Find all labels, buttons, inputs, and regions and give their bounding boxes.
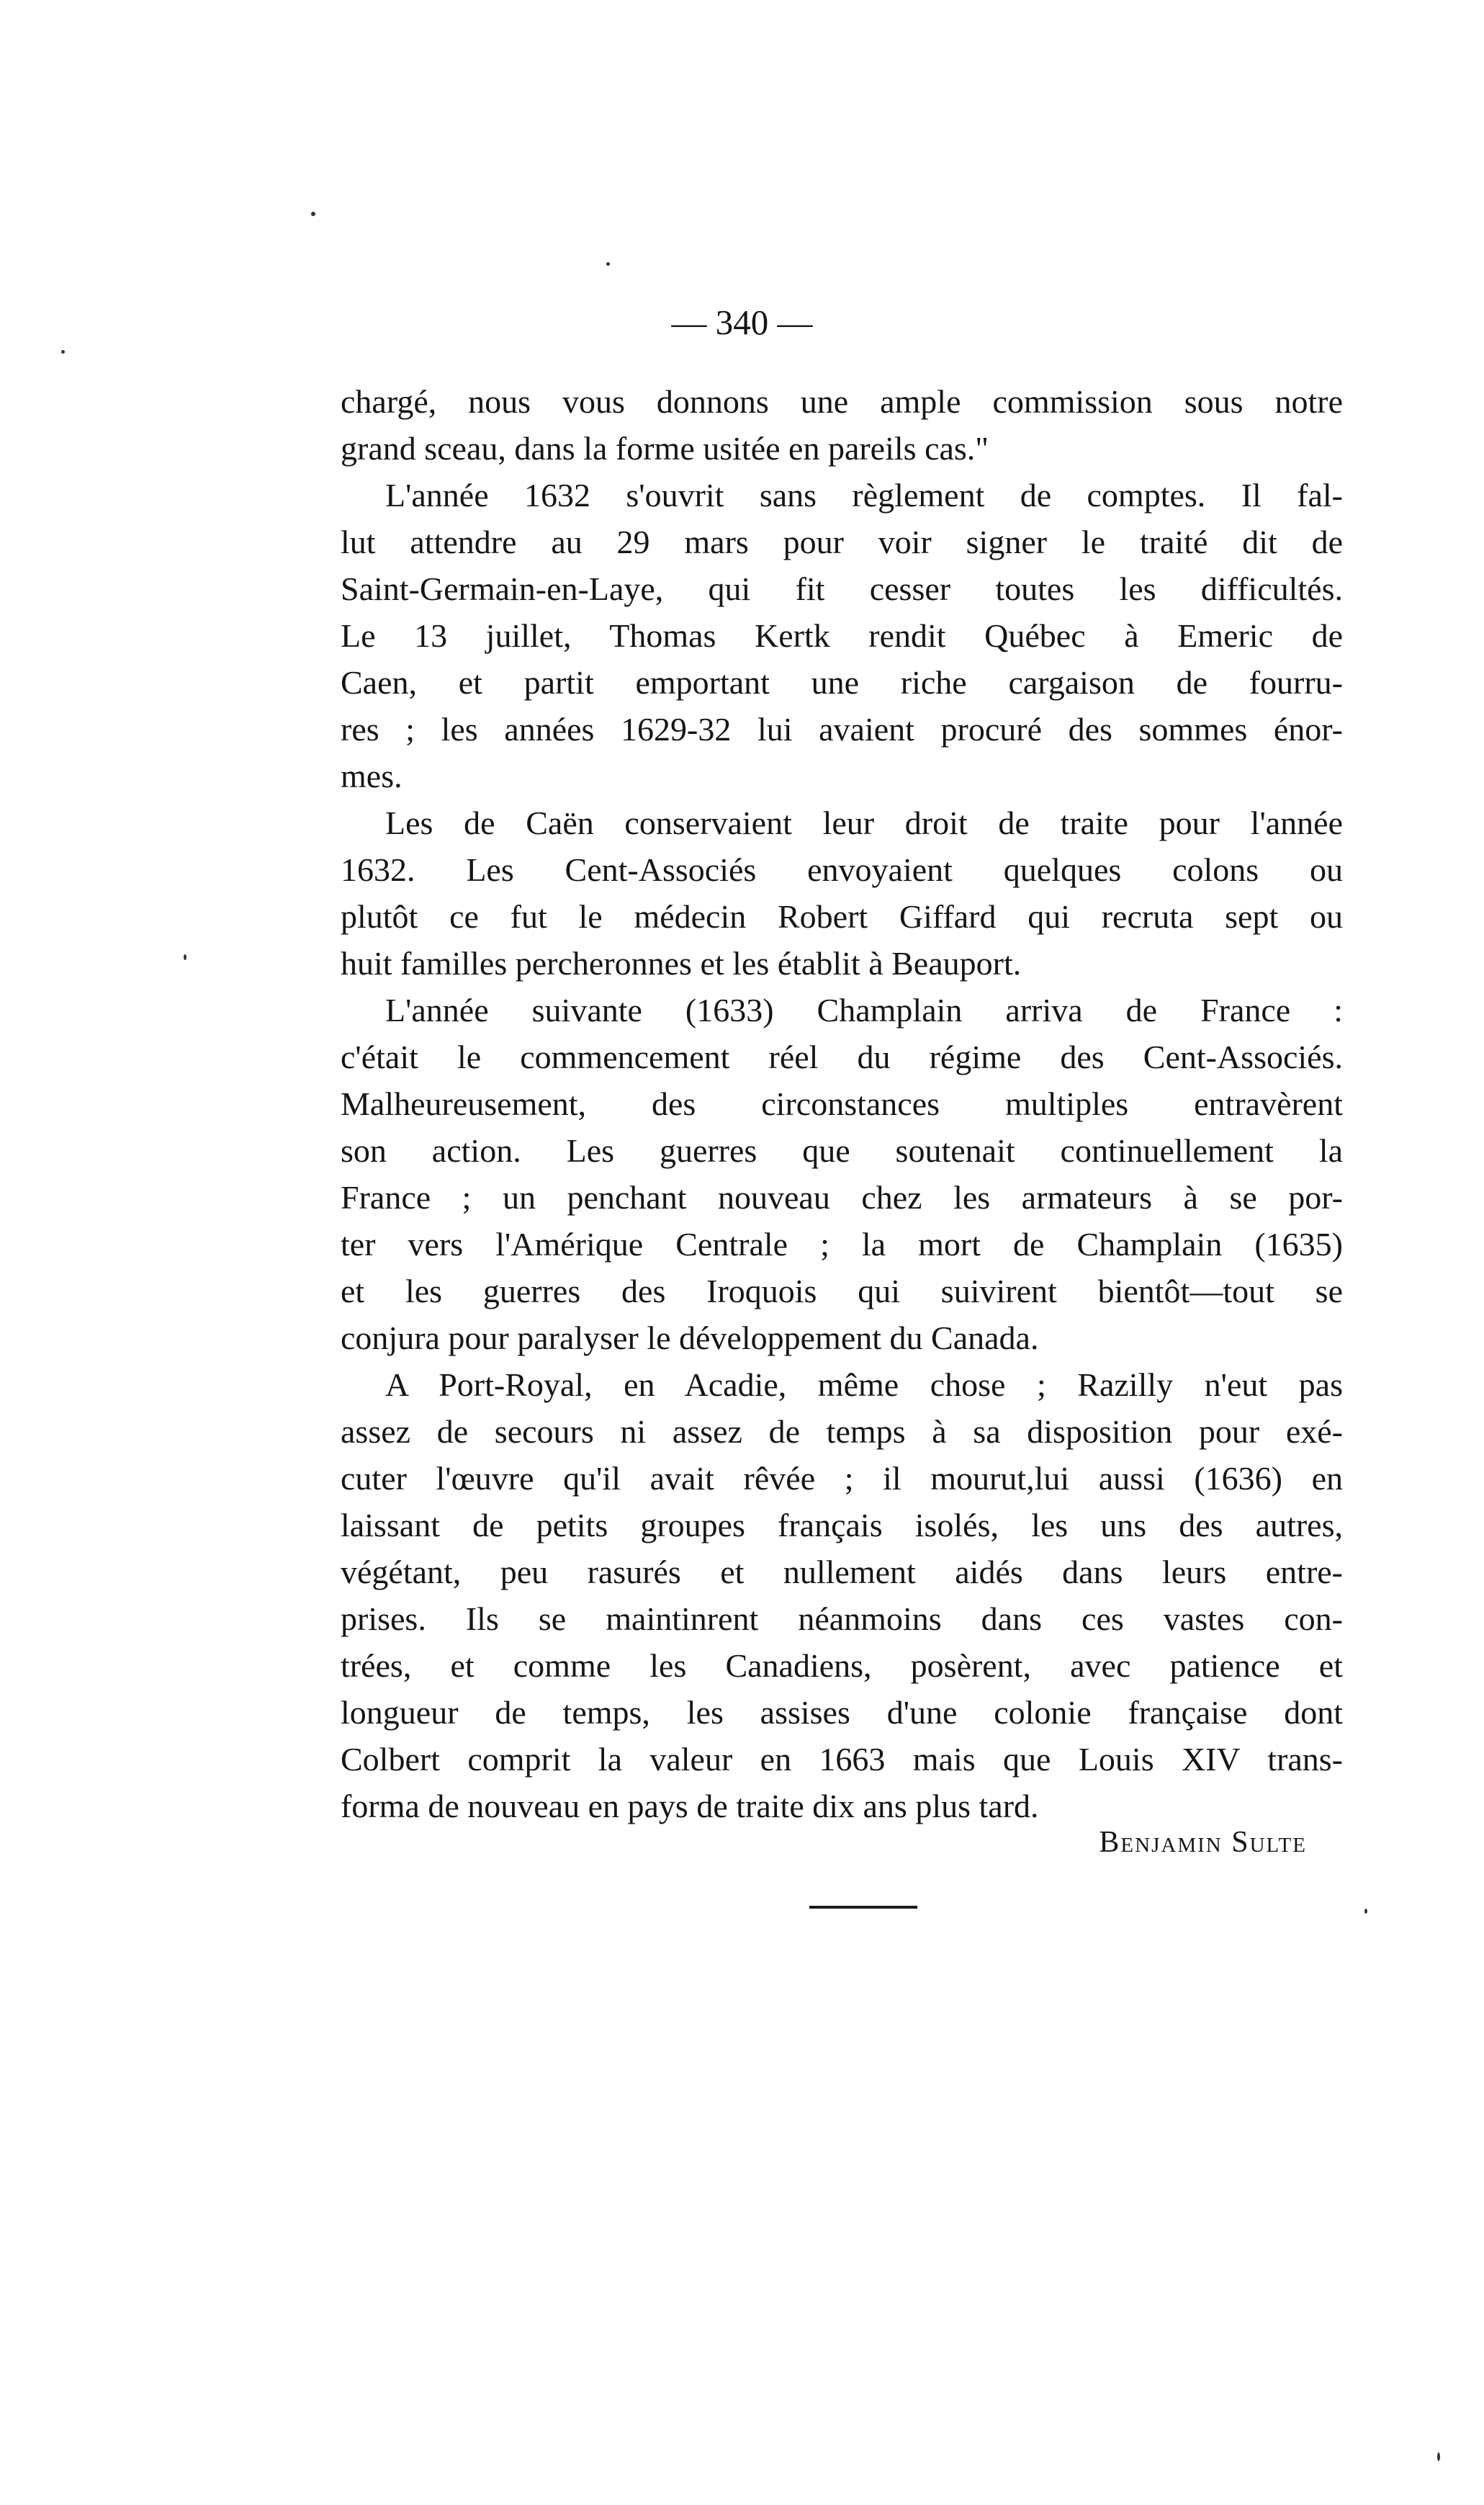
text-line: Caen, et partit emportant une riche cargaison de fourru-: [341, 664, 1343, 701]
text-line: mes.: [341, 758, 403, 794]
text-line: plutôt ce fut le médecin Robert Giffard qui recruta sept ou: [341, 898, 1343, 935]
text-line: lut attendre au 29 mars pour voir signer le traité dit de: [341, 524, 1343, 560]
text-line: France ; un penchant nouveau chez les armateurs à se por-: [341, 1179, 1343, 1216]
print-speck: [1437, 2452, 1440, 2461]
text-line: huit familles percheronnes et les établit à Beauport.: [341, 945, 1022, 982]
text-line: 1632. Les Cent-Associés envoyaient quelques colons ou: [341, 851, 1343, 888]
print-speck: [184, 954, 186, 960]
text-line: grand sceau, dans la forme usitée en pareils cas.": [341, 430, 989, 467]
text-line: trées, et comme les Canadiens, posèrent, avec patience et: [341, 1647, 1343, 1684]
text-line: Colbert comprit la valeur en 1663 mais que Louis XIV trans-: [341, 1741, 1343, 1778]
text-line: laissant de petits groupes français isolés, les uns des autres,: [341, 1507, 1343, 1543]
print-speck: [61, 350, 65, 354]
author-signature: Benjamin Sulte: [1099, 1826, 1307, 1859]
text-line: assez de secours ni assez de temps à sa disposition pour exé-: [341, 1413, 1343, 1450]
text-line: son action. Les guerres que soutenait continuellement la: [341, 1132, 1343, 1169]
text-line: Saint-Germain-en-Laye, qui fit cesser toutes les difficultés.: [341, 570, 1343, 607]
end-rule-divider: [809, 1906, 917, 1909]
text-line: c'était le commencement réel du régime des Cent-Associés.: [341, 1039, 1343, 1075]
text-line: végétant, peu rasurés et nullement aidés dans leurs entre-: [341, 1554, 1343, 1590]
print-speck: [606, 262, 610, 266]
text-line: ter vers l'Amérique Centrale ; la mort de Champlain (1635): [341, 1226, 1343, 1263]
text-line: Le 13 juillet, Thomas Kertk rendit Québec à Emeric de: [341, 617, 1343, 654]
text-line: res ; les années 1629-32 lui avaient procuré des sommes énor-: [341, 711, 1343, 748]
text-line: cuter l'œuvre qu'il avait rêvée ; il mourut,lui aussi (1636) en: [341, 1460, 1343, 1497]
print-speck: [311, 212, 315, 216]
text-line: chargé, nous vous donnons une ample commission sous notre: [341, 383, 1343, 420]
body-text: [341, 378, 1343, 1829]
text-line: prises. Ils se maintinrent néanmoins dans ces vastes con-: [341, 1600, 1343, 1637]
text-line: conjura pour paralyser le développement du Canada.: [341, 1319, 1039, 1356]
text-line: L'année suivante (1633) Champlain arriva de France :: [385, 992, 1343, 1029]
text-line: Les de Caën conservaient leur droit de traite pour l'année: [385, 805, 1343, 841]
text-line: forma de nouveau en pays de traite dix ans plus tard.: [341, 1788, 1039, 1824]
text-line: et les guerres des Iroquois qui suivirent bientôt—tout se: [341, 1273, 1343, 1309]
page-number: — 340 —: [671, 303, 813, 342]
print-speck: [1364, 1909, 1367, 1914]
text-line: Malheureusement, des circonstances multiples entravèrent: [341, 1085, 1343, 1122]
text-line: longueur de temps, les assises d'une colonie française dont: [341, 1694, 1343, 1731]
text-line: L'année 1632 s'ouvrit sans règlement de comptes. Il fal-: [385, 477, 1343, 514]
text-line: A Port-Royal, en Acadie, même chose ; Razilly n'eut pas: [385, 1366, 1343, 1403]
